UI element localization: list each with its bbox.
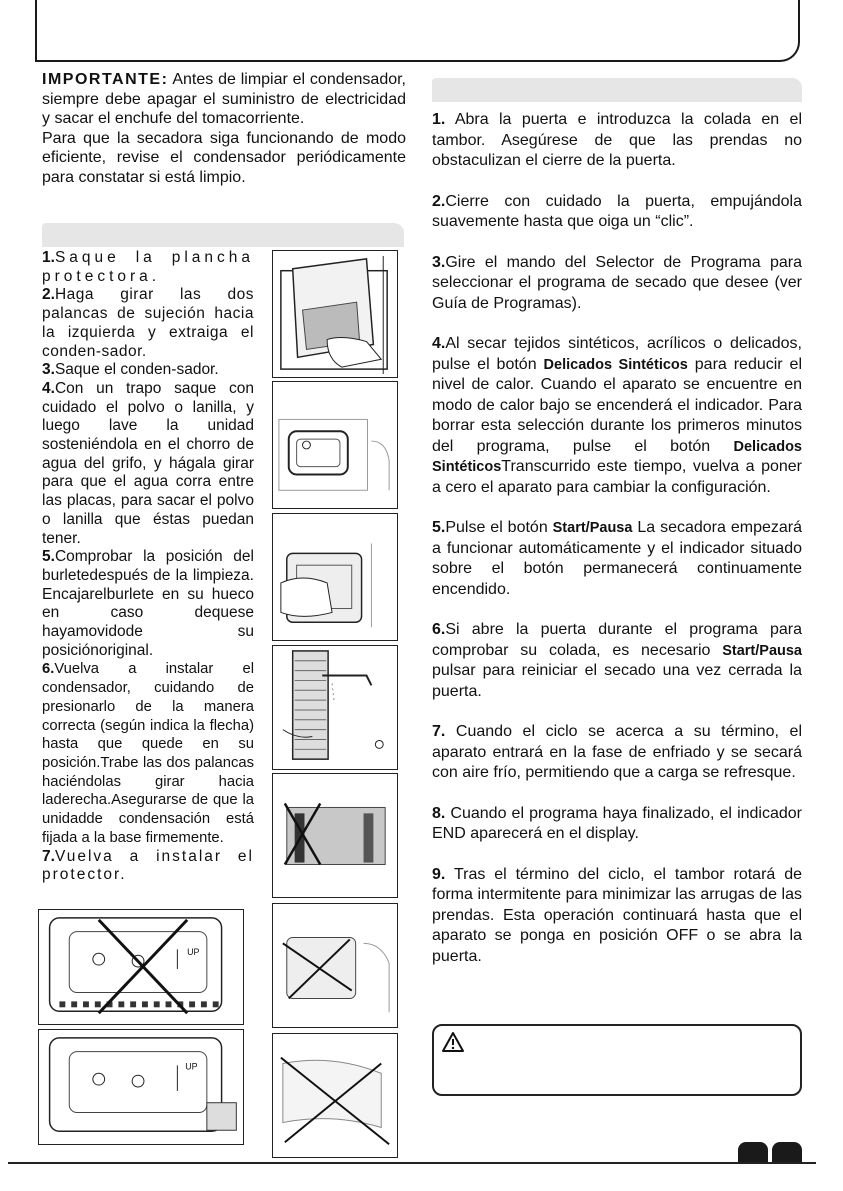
start-pause-label: Start/Pausa [552, 520, 633, 536]
up-label-wrong: UP [187, 947, 200, 958]
important-label: IMPORTANTE: [42, 71, 169, 88]
section-header-bar-drying [432, 78, 802, 102]
figure-reinstall-condenser [272, 903, 398, 1028]
page-tab-left [738, 1142, 768, 1162]
list-item: 3.Saque el conden-sador. [42, 361, 219, 379]
figure-condenser-wrong-drawing [39, 910, 243, 1024]
figure-pull-condenser [272, 513, 398, 641]
figure-levers-drawing [273, 382, 397, 508]
list-item: 5.Pulse el botón Start/Pausa La secadora empezará a funcionar automáticamente y el indicador situado sobre el botón permanecerá continuamente encendido. [432, 519, 802, 598]
figure-levers [272, 381, 398, 509]
figure-condenser-correct [38, 1029, 244, 1145]
figure-check-seal [272, 773, 398, 898]
list-item: 5.Comprobar la posición del burletedespués de la limpieza. Encajarelburlete en su hueco en caso dequese hayamovidode su posiciónoriginal. [42, 548, 254, 659]
list-item: 7.Vuelva a instalar el protector. [42, 847, 254, 884]
figure-check-seal-drawing [273, 774, 397, 897]
figure-reinstall-protector [272, 1033, 398, 1158]
list-item: 1. Abra la puerta e introduzca la colada en el tambor. Asegúrese de que las prendas no obstaculizan el cierre de la puerta. [432, 111, 802, 169]
delicate-button-label-2: Delicados Sintéticos [432, 438, 802, 475]
figure-wash-condenser [272, 645, 398, 770]
figure-pull-condenser-drawing [273, 514, 397, 640]
figure-remove-protector-drawing [273, 251, 397, 377]
list-item: 2.Cierre con cuidado la puerta, empujándola suavemente hasta que oiga un “clic”. [432, 192, 802, 230]
list-item: 2.Haga girar las dos palancas de sujeción hacia la izquierda y extraiga el conden-sador. [42, 286, 254, 360]
list-item: 6.Vuelva a instalar el condensador, cuidando de presionarlo de la manera correcta (según indica la flecha) hasta que quede en su posición.Trabe las dos palancas haciéndolas girar hacia laderecha.Asegurarse de que la unidadde condensación está fijada a la base firmemente. [42, 661, 254, 846]
list-item: 1.Saque la plancha protectora. [42, 249, 254, 285]
delicate-button-label: Delicados Sintéticos [543, 356, 688, 373]
list-item: 6.Si abre la puerta durante el programa para comprobar su colada, es necesario Start/Pausa pulsar para reiniciar el secado una vez cerrada la puerta. [432, 621, 802, 700]
figure-wash-condenser-drawing [273, 646, 397, 769]
list-item: 4.Con un trapo saque con cuidado el polvo o lanilla, y luego lave la unidad sosteniéndola en el chorro de agua del grifo, y hágala girar para que el agua corra entre las placas, para sacar el polvo o lanilla que éstas puedan tener. [42, 379, 254, 547]
figure-remove-protector [272, 250, 398, 378]
figure-reinstall-condenser-drawing [273, 904, 397, 1027]
figure-reinstall-protector-drawing [273, 1034, 397, 1157]
list-item: 4.Al secar tejidos sintéticos, acrílicos o delicados, pulse el botón Delicados Sintéticos para reducir el nivel de calor. Cuando el aparato se encuentre en modo de calor bajo se encenderá el indicador. Para borrar esta selección durante los primeros minutos del programa, pulse el botón Delicados SintéticosTranscurrido este tiempo, vuelva a poner a cero el aparato para cambiar la configuración. [432, 335, 803, 496]
page-tab-right [772, 1142, 802, 1162]
up-label-correct: UP [185, 1061, 198, 1072]
efficiency-text: Para que la secadora siga funcionando de modo eficiente, revise el condensador periódicamente para constatar si está limpio. [42, 129, 406, 186]
figure-condenser-wrong [38, 909, 244, 1025]
warning-box [432, 1024, 802, 1096]
list-item: 9. Tras el término del ciclo, el tambor rotará de forma intermitente para minimizar las arrugas de las prendas. Esta operación continuará hasta que el aparato se ponga en posición OFF o se abra la puerta. [432, 865, 802, 965]
intro-text [42, 70, 406, 187]
footer-rule [8, 1162, 816, 1164]
important-text: Antes de limpiar el condensador, siempre debe apagar el suministro de electricidad y sacar el enchufe del tomacorriente. [42, 71, 406, 127]
list-item: 8. Cuando el programa haya finalizado, el indicador END aparecerá en el display. [432, 804, 802, 842]
condenser-cleaning-steps [42, 249, 254, 885]
drying-steps [432, 110, 802, 987]
page-header-banner [35, 0, 800, 62]
list-item: 3.Gire el mando del Selector de Programa para seleccionar el programa de secado que desee (ver Guía de Programas). [432, 253, 802, 312]
start-pause-label-2: Start/Pausa [722, 642, 802, 659]
warning-triangle-icon [441, 1031, 465, 1053]
list-item: 7. Cuando el ciclo se acerca a su término, el aparato entrará en la fase de enfriado y se secará con aire frío, permitiendo que a carga se refresque. [432, 723, 802, 781]
figure-condenser-correct-drawing [39, 1030, 243, 1144]
section-header-bar-condenser [42, 223, 404, 247]
